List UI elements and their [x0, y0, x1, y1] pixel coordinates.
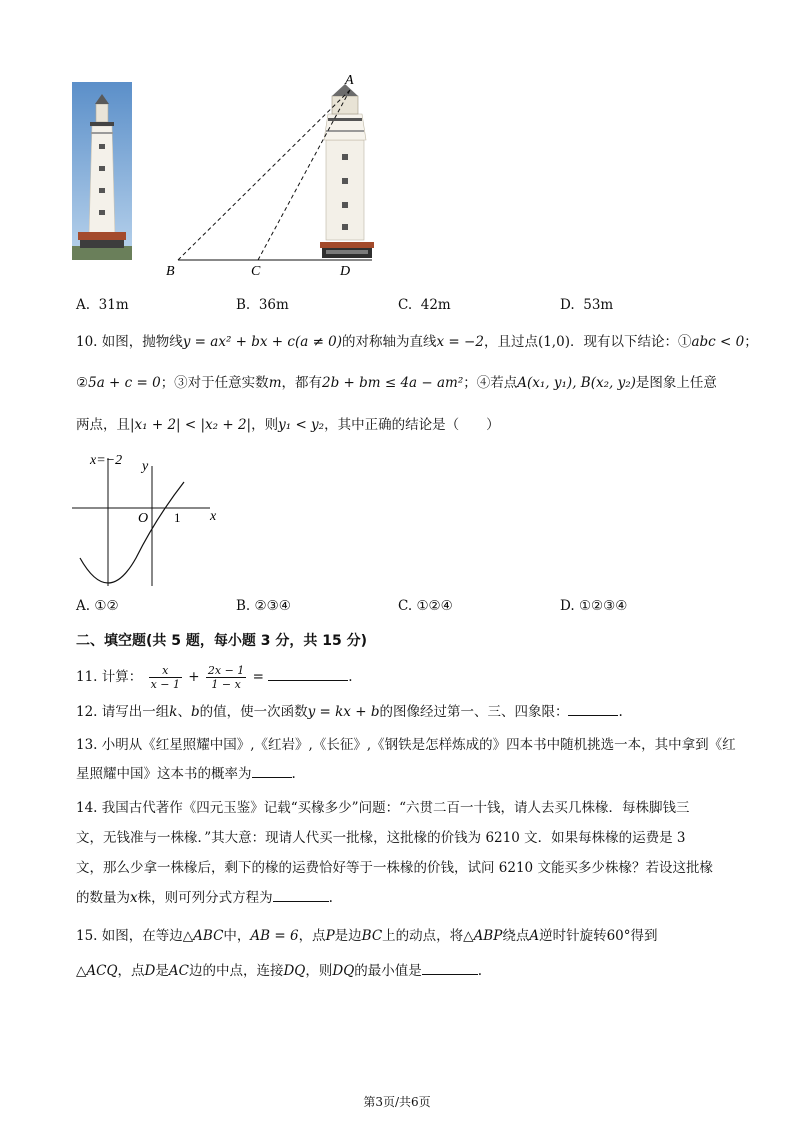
option-text: 36m — [258, 297, 289, 313]
q9-figure — [70, 66, 390, 281]
q9-option-a[interactable] — [76, 297, 129, 313]
q10-line-2: ②5a + c = 0；③对于任意实数m，都有2b + bm ≤ 4a − am²；④若点A(x₁, y₁), B(x₂, y₂)是图象上任意 — [76, 375, 717, 391]
answer-blank[interactable] — [273, 889, 329, 902]
point-label-b: B — [166, 264, 175, 279]
symmetry-axis-label: x=−2 — [90, 453, 123, 468]
point-label-d: D — [340, 264, 351, 279]
option-text: 31m — [98, 297, 129, 313]
q10-parabola-graph — [68, 448, 228, 588]
answer-blank[interactable] — [268, 668, 348, 681]
q12-line: 12. 请写出一组k、b的值，使一次函数y = kx + b的图像经过第一、三、四象限： . — [76, 704, 623, 720]
option-text: 53m — [583, 297, 614, 313]
answer-blank[interactable] — [568, 703, 618, 716]
parabola-curve — [80, 482, 184, 583]
q9-option-c[interactable] — [398, 297, 451, 313]
q13-line-2: 星照耀中国》这本书的概率为 . — [76, 766, 296, 782]
lighthouse-drawing — [320, 84, 374, 258]
q14-line-3: 文，那么少拿一株椽后，剩下的椽的运费恰好等于一株椽的价钱，试问 6210 文能买多少株椽？若设这批椽 — [76, 860, 713, 876]
q13-line-1: 13. 小明从《红星照耀中国》,《红岩》,《长征》,《钢铁是怎样炼成的》四本书中随机挑选一本，其中拿到《红 — [76, 737, 736, 753]
q9-option-b[interactable] — [236, 297, 289, 313]
page-number: 第3页/共6页 — [363, 1095, 431, 1109]
q15-line-2: △ACQ，点D是AC边的中点，连接DQ，则DQ的最小值是 . — [76, 963, 483, 979]
q10-option-d[interactable]: D. ①②③④ — [560, 598, 628, 614]
option-key: A. — [76, 297, 91, 313]
x-axis-label: x — [210, 509, 217, 524]
lighthouse-photo — [72, 82, 132, 260]
answer-blank[interactable] — [252, 765, 292, 778]
fraction-2: $\frac{2x - 1}{1 - x}$ — [207, 664, 245, 691]
sightline-ba — [178, 90, 350, 260]
q11-line: 11. 计算： $\frac{x}{x - 1}$ + $\frac{2x - 1}{1 - x}$ = . — [76, 664, 353, 691]
option-key: B. — [236, 297, 251, 313]
point-label-a: A — [345, 73, 354, 88]
option-key: D. — [560, 297, 575, 313]
section-title: 二、填空题(共 5 题，每小题 3 分，共 15 分) — [76, 633, 368, 649]
q14-line-1: 14. 我国古代著作《四元玉鉴》记载“买椽多少”问题：“六贯二百一十钱，请人去买几株椽．每株脚钱三 — [76, 800, 690, 816]
q9-option-d[interactable] — [560, 297, 613, 313]
q10-line-1: 10. 如图，抛物线y = ax² + bx + c(a ≠ 0)的对称轴为直线x = −2，且过点(1,0)．现有以下结论：①abc < 0； — [76, 334, 758, 350]
q10-option-c[interactable]: C. ①②④ — [398, 598, 453, 614]
q14-line-4: 的数量为x株，则可列分式方程为 . — [76, 890, 333, 906]
answer-blank[interactable] — [422, 962, 478, 975]
q10-option-b[interactable]: B. ②③④ — [236, 598, 291, 614]
q10-line-3: 两点，且|x₁ + 2| < |x₂ + 2|，则y₁ < y₂，其中正确的结论是（ ） — [76, 417, 500, 433]
point-label-c: C — [251, 264, 261, 279]
option-text: 42m — [420, 297, 451, 313]
origin-label: O — [138, 511, 149, 526]
tick-label-one: 1 — [174, 510, 181, 525]
fraction-1: $\frac{x}{x - 1}$ — [150, 664, 180, 691]
q10-option-a[interactable]: A. ①② — [76, 598, 119, 614]
option-key: C. — [398, 297, 413, 313]
q15-line-1: 15. 如图，在等边△ABC中，AB = 6，点P是边BC上的动点，将△ABP绕点A逆时针旋转60°得到 — [76, 928, 658, 944]
y-axis-label: y — [142, 459, 149, 474]
q14-line-2: 文，无钱准与一株椽．”其大意：现请人代买一批椽，这批椽的价钱为 6210 文．如果每株椽的运费是 3 — [76, 830, 686, 846]
